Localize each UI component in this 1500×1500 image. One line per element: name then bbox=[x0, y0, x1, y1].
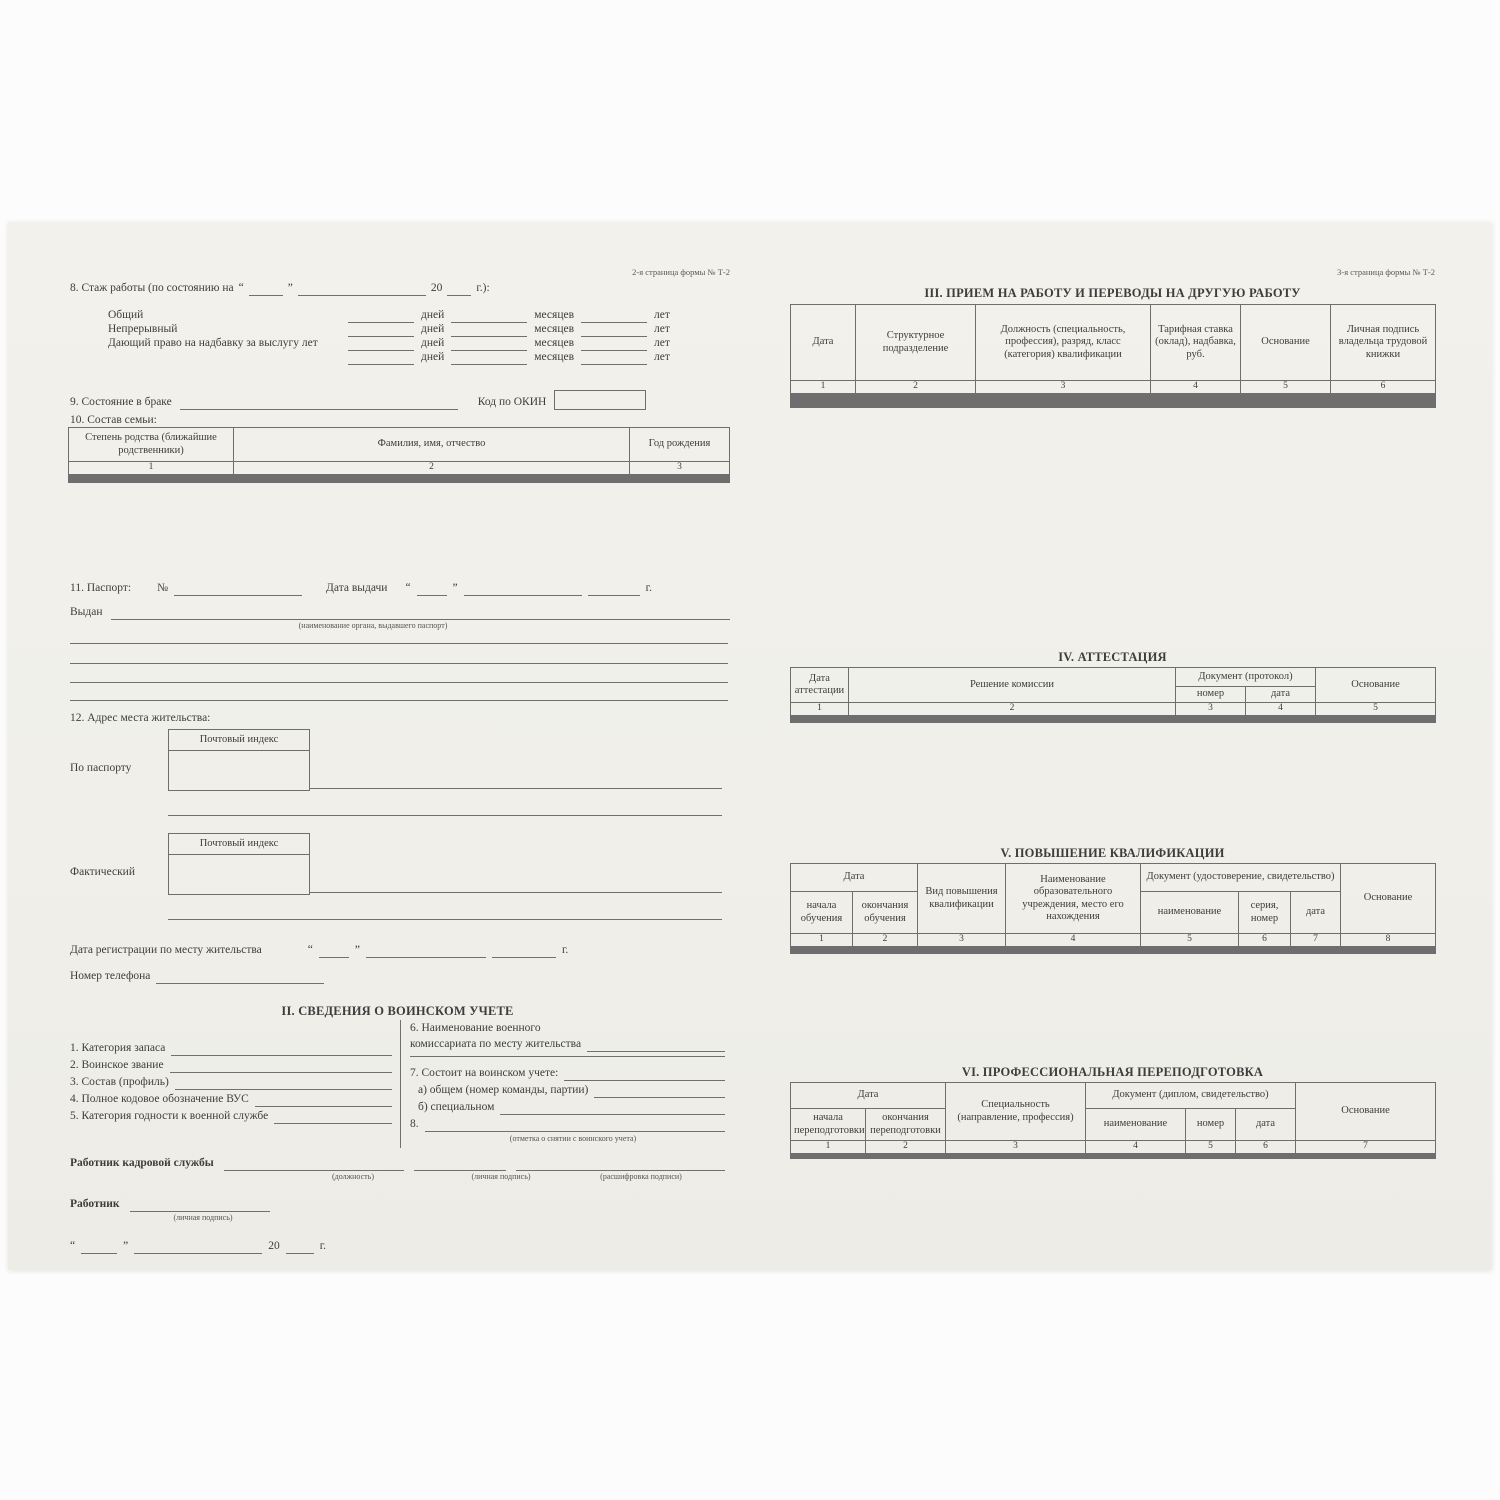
blank-month bbox=[298, 283, 426, 296]
blank-line bbox=[70, 643, 728, 644]
actual-label: Фактический bbox=[70, 866, 135, 878]
issued-label: Выдан bbox=[70, 606, 103, 618]
retraining-table bbox=[790, 1082, 1436, 1159]
col-num: 2 bbox=[866, 1141, 946, 1154]
col-retraining-start: начала переподготовки bbox=[791, 1109, 866, 1141]
col-num: 2 bbox=[849, 703, 1176, 716]
decode-caption: (расшифровка подписи) bbox=[600, 1172, 682, 1181]
stazh-label-continuous: Непрерывный bbox=[108, 323, 178, 335]
col-num: 4 bbox=[1086, 1141, 1186, 1154]
col-num: 3 bbox=[946, 1141, 1086, 1154]
blank-years bbox=[581, 310, 647, 323]
col-department: Структурное подразделение bbox=[856, 305, 976, 381]
item12-label: 12. Адрес места жительства: bbox=[70, 712, 211, 724]
military-label: 2. Воинское звание bbox=[70, 1059, 164, 1071]
military-item-7b bbox=[418, 1101, 725, 1115]
attestation-table bbox=[790, 667, 1436, 723]
col-num: 7 bbox=[1291, 934, 1341, 947]
col-basis: Основание bbox=[1316, 668, 1436, 703]
phone-label: Номер телефона bbox=[70, 970, 151, 982]
empty-cell bbox=[791, 1158, 866, 1159]
issued-by-line bbox=[70, 606, 730, 620]
postal-index-box-actual bbox=[168, 833, 310, 895]
col-doc-date: дата bbox=[1236, 1109, 1296, 1141]
quote-close: ” bbox=[452, 582, 458, 594]
blank-days bbox=[348, 352, 414, 365]
address-line bbox=[168, 919, 722, 920]
year-suffix: г. bbox=[561, 944, 569, 956]
military-item-4 bbox=[70, 1093, 392, 1107]
okin-label: Код по ОКИН bbox=[477, 396, 547, 409]
worker-signature-caption: (личная подпись) bbox=[173, 1213, 233, 1222]
hr-officer-label: Работник кадровой службы bbox=[70, 1157, 214, 1169]
page2-corner-label: 2-я страница формы № Т-2 bbox=[632, 267, 730, 277]
empty-cell bbox=[1331, 407, 1436, 408]
col-commission-decision: Решение комиссии bbox=[849, 668, 1176, 703]
blank-days bbox=[348, 310, 414, 323]
col-num: 2 bbox=[856, 381, 976, 394]
military-item-7a bbox=[418, 1084, 725, 1098]
blank-months bbox=[451, 324, 527, 337]
col-doc-date: дата bbox=[1246, 687, 1316, 703]
military-label: комиссариата по месту жительства bbox=[410, 1038, 582, 1050]
blank-months bbox=[451, 338, 527, 351]
col-num: 7 bbox=[1296, 1141, 1436, 1154]
months-label: месяцев bbox=[534, 351, 575, 363]
empty-cell bbox=[856, 407, 976, 408]
col-num: 5 bbox=[1186, 1141, 1236, 1154]
quote-close: ” bbox=[287, 282, 293, 294]
empty-cell bbox=[1176, 722, 1246, 723]
col-num: 6 bbox=[1331, 381, 1436, 394]
military-item-1 bbox=[70, 1042, 392, 1056]
family-col-name: Фамилия, имя, отчество bbox=[234, 428, 630, 462]
military-item-8-caption: (отметка о снятии с воинского учета) bbox=[509, 1134, 637, 1143]
col-basis: Основание bbox=[1241, 305, 1331, 381]
military-label: а) общем (номер команды, партии) bbox=[418, 1084, 589, 1096]
blank-line bbox=[70, 682, 728, 683]
empty-cell bbox=[69, 482, 234, 483]
blank-days bbox=[348, 324, 414, 337]
blank-decode bbox=[516, 1158, 725, 1171]
military-item-6-line2 bbox=[410, 1038, 725, 1052]
page3-corner-label: 3-я страница формы № Т-2 bbox=[1337, 267, 1435, 277]
empty-cell bbox=[1186, 1158, 1236, 1159]
military-item-2 bbox=[70, 1059, 392, 1073]
col-rate: Тарифная ставка (оклад), надбавка, руб. bbox=[1151, 305, 1241, 381]
empty-cell bbox=[1236, 1158, 1296, 1159]
issue-date-label: Дата выдачи bbox=[326, 582, 388, 594]
days-label: дней bbox=[421, 351, 445, 363]
position-caption: (должность) bbox=[332, 1172, 374, 1181]
years-label: лет bbox=[654, 337, 670, 349]
stazh-label-total: Общий bbox=[108, 309, 144, 321]
empty-cell bbox=[1246, 722, 1316, 723]
military-label: 1. Категория запаса bbox=[70, 1042, 166, 1054]
stazh-units-row bbox=[348, 323, 726, 337]
blank bbox=[274, 1111, 392, 1124]
col-position: Должность (специальность, профессия), разряд, класс (категория) квалификации bbox=[976, 305, 1151, 381]
blank bbox=[170, 1060, 392, 1073]
col-training-kind: Вид повышения квалификации bbox=[918, 864, 1006, 934]
year-suffix: г. bbox=[645, 582, 652, 594]
worker-label: Работник bbox=[70, 1198, 120, 1210]
work-experience-line bbox=[70, 282, 730, 296]
col-training-end: окончания обучения bbox=[853, 892, 918, 934]
blank bbox=[500, 1102, 725, 1115]
col-num: 1 bbox=[791, 1141, 866, 1154]
blank-day bbox=[319, 945, 349, 958]
col-document-protocol: Документ (протокол) bbox=[1176, 668, 1316, 687]
military-item-8 bbox=[410, 1118, 725, 1132]
blank-day bbox=[417, 583, 447, 596]
blank bbox=[587, 1039, 725, 1052]
col-num: 5 bbox=[1316, 703, 1436, 716]
stazh-units-row bbox=[348, 309, 726, 323]
registration-date-label: Дата регистрации по месту жительства bbox=[70, 944, 262, 956]
col-date-group: Дата bbox=[791, 1083, 946, 1109]
col-attestation-date: Дата аттестации bbox=[791, 668, 849, 703]
col-num: 6 bbox=[1236, 1141, 1296, 1154]
col-institution: Наименование образовательного учреждения, место его нахождения bbox=[1006, 864, 1141, 934]
empty-cell bbox=[791, 722, 849, 723]
col-num: 4 bbox=[1151, 381, 1241, 394]
military-label: 4. Полное кодовое обозначение ВУС bbox=[70, 1093, 249, 1105]
date-line bbox=[70, 1240, 326, 1254]
col-num: 2 bbox=[853, 934, 918, 947]
years-label: лет bbox=[654, 309, 670, 321]
item11-label: 11. Паспорт: bbox=[70, 582, 132, 594]
military-item-5 bbox=[70, 1110, 392, 1124]
number-sign: № bbox=[157, 582, 169, 594]
year-prefix: 20 bbox=[430, 282, 443, 294]
section2-title: II. СВЕДЕНИЯ О ВОИНСКОМ УЧЕТЕ bbox=[281, 1004, 514, 1018]
blank-months bbox=[451, 352, 527, 365]
col-doc-name: наименование bbox=[1086, 1109, 1186, 1141]
empty-cell bbox=[976, 407, 1151, 408]
form-paper-spread bbox=[8, 222, 1492, 1270]
blank-position bbox=[224, 1158, 404, 1171]
military-item-6-line1: 6. Наименование военного bbox=[410, 1022, 541, 1034]
military-label: 7. Состоит на воинском учете: bbox=[410, 1067, 559, 1079]
col-num: 2 bbox=[234, 462, 630, 475]
section5-title: V. ПОВЫШЕНИЕ КВАЛИФИКАЦИИ bbox=[1000, 846, 1225, 860]
address-line bbox=[168, 815, 722, 816]
blank-days bbox=[348, 338, 414, 351]
military-label: 3. Состав (профиль) bbox=[70, 1076, 169, 1088]
empty-cell bbox=[1296, 1158, 1436, 1159]
col-document-group: Документ (диплом, свидетельство) bbox=[1086, 1083, 1296, 1109]
military-label: 8. bbox=[410, 1118, 419, 1130]
blank bbox=[255, 1094, 392, 1107]
months-label: месяцев bbox=[534, 337, 575, 349]
year-suffix: г. bbox=[319, 1240, 327, 1252]
col-doc-name: наименование bbox=[1141, 892, 1239, 934]
blank-months bbox=[451, 310, 527, 323]
military-label: 5. Категория годности к военной службе bbox=[70, 1110, 269, 1122]
col-num: 3 bbox=[630, 462, 730, 475]
qualification-table-body bbox=[791, 947, 1436, 954]
phone-line bbox=[70, 970, 324, 984]
retraining-table-body bbox=[791, 1154, 1436, 1159]
quote-open: “ bbox=[70, 1240, 76, 1252]
col-signature: Личная подпись владельца трудовой книжки bbox=[1331, 305, 1436, 381]
blank-month bbox=[366, 945, 486, 958]
stazh-units-row bbox=[348, 337, 726, 351]
family-col-relation: Степень родства (ближайшие родственники) bbox=[69, 428, 234, 462]
col-doc-date: дата bbox=[1291, 892, 1341, 934]
blank-passport-no bbox=[174, 583, 302, 596]
col-num: 5 bbox=[1241, 381, 1331, 394]
item10-label: 10. Состав семьи: bbox=[70, 414, 157, 426]
col-num: 1 bbox=[791, 934, 853, 947]
military-item-3 bbox=[70, 1076, 392, 1090]
empty-row bbox=[69, 482, 730, 483]
blank bbox=[564, 1068, 725, 1081]
issued-by-caption: (наименование органа, выдавшего паспорт) bbox=[298, 621, 448, 630]
col-num: 4 bbox=[1006, 934, 1141, 947]
col-retraining-end: окончания переподготовки bbox=[866, 1109, 946, 1141]
blank-years bbox=[581, 352, 647, 365]
empty-cell bbox=[849, 722, 1176, 723]
worker-line bbox=[70, 1198, 270, 1212]
blank-line bbox=[70, 663, 728, 664]
okin-code-box bbox=[554, 390, 646, 410]
empty-cell bbox=[866, 1158, 946, 1159]
blank-years bbox=[581, 324, 647, 337]
empty-cell bbox=[791, 407, 856, 408]
employment-table-body bbox=[791, 394, 1436, 408]
blank-year bbox=[447, 283, 471, 296]
address-line bbox=[310, 788, 722, 789]
registration-date-line bbox=[70, 944, 568, 958]
signature-caption: (личная подпись) bbox=[471, 1172, 531, 1181]
days-label: дней bbox=[421, 309, 445, 321]
blank-month bbox=[134, 1241, 262, 1254]
empty-cell bbox=[1341, 953, 1436, 954]
col-basis: Основание bbox=[1341, 864, 1436, 934]
empty-cell bbox=[1239, 953, 1291, 954]
blank bbox=[175, 1077, 392, 1090]
blank-marital bbox=[180, 397, 458, 410]
quote-close: ” bbox=[354, 944, 360, 956]
postal-index-box-passport bbox=[168, 729, 310, 791]
quote-close: ” bbox=[123, 1240, 129, 1252]
col-num: 1 bbox=[791, 703, 849, 716]
stazh-label-bonus: Дающий право на надбавку за выслугу лет bbox=[108, 337, 318, 349]
attestation-table-body bbox=[791, 716, 1436, 723]
empty-row bbox=[791, 953, 1436, 954]
col-training-start: начала обучения bbox=[791, 892, 853, 934]
blank-signature bbox=[414, 1158, 506, 1171]
col-num: 3 bbox=[918, 934, 1006, 947]
col-doc-number: номер bbox=[1176, 687, 1246, 703]
empty-cell bbox=[791, 953, 853, 954]
empty-row bbox=[791, 722, 1436, 723]
empty-cell bbox=[630, 482, 730, 483]
empty-cell bbox=[918, 953, 1006, 954]
family-col-birthyear: Год рождения bbox=[630, 428, 730, 462]
col-date-group: Дата bbox=[791, 864, 918, 892]
blank bbox=[425, 1119, 725, 1132]
empty-row bbox=[791, 1158, 1436, 1159]
family-table bbox=[68, 427, 730, 483]
passport-line bbox=[70, 582, 652, 596]
blank-line bbox=[410, 1056, 725, 1057]
empty-cell bbox=[853, 953, 918, 954]
blank-years bbox=[581, 338, 647, 351]
by-passport-label: По паспорту bbox=[70, 762, 132, 774]
col-num: 6 bbox=[1239, 934, 1291, 947]
item9-label: 9. Состояние в браке bbox=[70, 396, 172, 409]
months-label: месяцев bbox=[534, 309, 575, 321]
military-item-7 bbox=[410, 1067, 725, 1081]
blank-worker-signature bbox=[130, 1199, 270, 1212]
col-num: 4 bbox=[1246, 703, 1316, 716]
stazh-units-row bbox=[348, 351, 726, 365]
col-num: 3 bbox=[1176, 703, 1246, 716]
blank-month bbox=[464, 583, 582, 596]
blank-year bbox=[286, 1241, 314, 1254]
col-doc-number: номер bbox=[1186, 1109, 1236, 1141]
address-line bbox=[310, 892, 722, 893]
quote-open: “ bbox=[307, 944, 313, 956]
hr-officer-line bbox=[70, 1157, 725, 1171]
col-specialty: Специальность (направление, профессия) bbox=[946, 1083, 1086, 1141]
empty-cell bbox=[946, 1158, 1086, 1159]
col-num: 1 bbox=[791, 381, 856, 394]
quote-open: “ bbox=[405, 582, 411, 594]
family-table-body bbox=[69, 475, 730, 483]
qualification-table bbox=[790, 863, 1436, 954]
postal-index-label: Почтовый индекс bbox=[169, 834, 309, 855]
days-label: дней bbox=[421, 323, 445, 335]
col-num: 3 bbox=[976, 381, 1151, 394]
blank-phone bbox=[156, 971, 324, 984]
blank-day bbox=[81, 1241, 117, 1254]
blank-issued-by bbox=[111, 607, 730, 620]
col-num: 1 bbox=[69, 462, 234, 475]
col-date: Дата bbox=[791, 305, 856, 381]
section4-title: IV. АТТЕСТАЦИЯ bbox=[1058, 650, 1167, 664]
empty-cell bbox=[234, 482, 630, 483]
col-document-group: Документ (удостоверение, свидетельство) bbox=[1141, 864, 1341, 892]
col-num: 8 bbox=[1341, 934, 1436, 947]
blank bbox=[171, 1043, 392, 1056]
section3-title: III. ПРИЕМ НА РАБОТУ И ПЕРЕВОДЫ НА ДРУГУЮ РАБОТУ bbox=[924, 286, 1301, 300]
empty-cell bbox=[1141, 953, 1239, 954]
months-label: месяцев bbox=[534, 323, 575, 335]
empty-cell bbox=[1316, 722, 1436, 723]
blank-line bbox=[70, 700, 728, 701]
col-num: 5 bbox=[1141, 934, 1239, 947]
empty-cell bbox=[1291, 953, 1341, 954]
years-label: лет bbox=[654, 323, 670, 335]
empty-row bbox=[791, 407, 1436, 408]
year-suffix: г.): bbox=[476, 282, 490, 294]
section6-title: VI. ПРОФЕССИОНАЛЬНАЯ ПЕРЕПОДГОТОВКА bbox=[961, 1065, 1264, 1079]
military-label: б) специальном bbox=[418, 1101, 495, 1113]
blank bbox=[594, 1085, 725, 1098]
years-label: лет bbox=[654, 351, 670, 363]
days-label: дней bbox=[421, 337, 445, 349]
postal-index-label: Почтовый индекс bbox=[169, 730, 309, 751]
empty-cell bbox=[1006, 953, 1141, 954]
marital-status-line bbox=[70, 390, 730, 410]
empty-cell bbox=[1241, 407, 1331, 408]
col-doc-series: серия, номер bbox=[1239, 892, 1291, 934]
blank-year bbox=[588, 583, 640, 596]
col-basis: Основание bbox=[1296, 1083, 1436, 1141]
empty-cell bbox=[1151, 407, 1241, 408]
employment-table bbox=[790, 304, 1436, 408]
item8-label: 8. Стаж работы (по состоянию на bbox=[70, 282, 234, 294]
military-divider bbox=[400, 1020, 401, 1148]
blank-day bbox=[249, 283, 283, 296]
blank-year bbox=[492, 945, 556, 958]
year-prefix: 20 bbox=[268, 1240, 280, 1252]
quote-open: “ bbox=[238, 282, 244, 294]
empty-cell bbox=[1086, 1158, 1186, 1159]
